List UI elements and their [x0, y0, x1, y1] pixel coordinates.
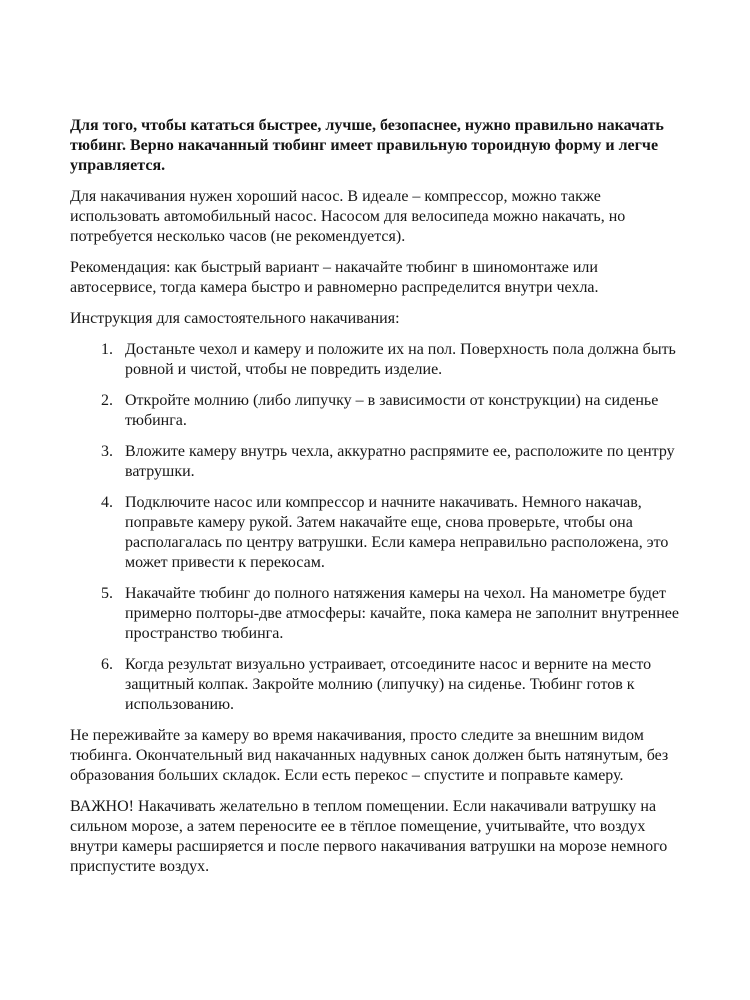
pump-paragraph: Для накачивания нужен хороший насос. В идеале – компрессор, можно также использовать автомобильный насос. Насосом для велосипеда можно накачать, но потребуется несколько часов (не рекомендуется). — [70, 188, 626, 245]
important-paragraph: ВАЖНО! Накачивать желательно в теплом помещении. Если накачивали ватрушку на сильном морозе, а затем переносите ее в тёплое помещение, учитывайте, что воздух внутри камеры расширяется и после первого накачивания ватрушки на морозе немного приспустите воздух. — [70, 798, 668, 875]
step-item: 6. Когда результат визуально устраивает, отсоедините насос и верните на место защитный колпак. Закройте молнию (липучку) на сиденье. Тюбинг готов к использованию. — [117, 655, 682, 715]
step-item: 3. Вложите камеру внутрь чехла, аккуратно распрямите ее, расположите по центру ватрушки. — [117, 442, 682, 482]
step-item: 4. Подключите насос или компрессор и начните накачивать. Немного накачав, поправьте камеру рукой. Затем накачайте еще, снова проверьте, чтобы она располагалась по центру ватрушки. Если камера неправильно расположена, это может привести к перекосам. — [117, 493, 682, 573]
step-item: 2. Откройте молнию (либо липучку – в зависимости от конструкции) на сиденье тюбинга. — [117, 391, 682, 431]
document-body — [70, 116, 682, 877]
step-item: 1. Достаньте чехол и камеру и положите их на пол. Поверхность пола должна быть ровной и чистой, чтобы не повредить изделие. — [117, 340, 682, 380]
step-item: 5. Накачайте тюбинг до полного натяжения камеры на чехол. На манометре будет примерно полторы-две атмосферы: качайте, пока камера не заполнит внутреннее пространство тюбинга. — [117, 584, 682, 644]
steps-list — [70, 340, 682, 715]
camera-note-paragraph: Не переживайте за камеру во время накачивания, просто следите за внешним видом тюбинга. Окончательный вид накачанных надувных санок должен быть натянутым, без образования больших складок. Если есть перекос – спустите и поправьте камеру. — [70, 727, 669, 784]
recommendation-paragraph: Рекомендация: как быстрый вариант – накачайте тюбинг в шиномонтаже или автосервисе, тогда камера быстро и равномерно распределится внутри чехла. — [70, 259, 599, 296]
intro-paragraph: Для того, чтобы кататься быстрее, лучше, безопаснее, нужно правильно накачать тюбинг. Верно накачанный тюбинг имеет правильную тороидную форму и легче управляется. — [70, 117, 664, 174]
instructions-heading: Инструкция для самостоятельного накачивания: — [70, 310, 400, 327]
